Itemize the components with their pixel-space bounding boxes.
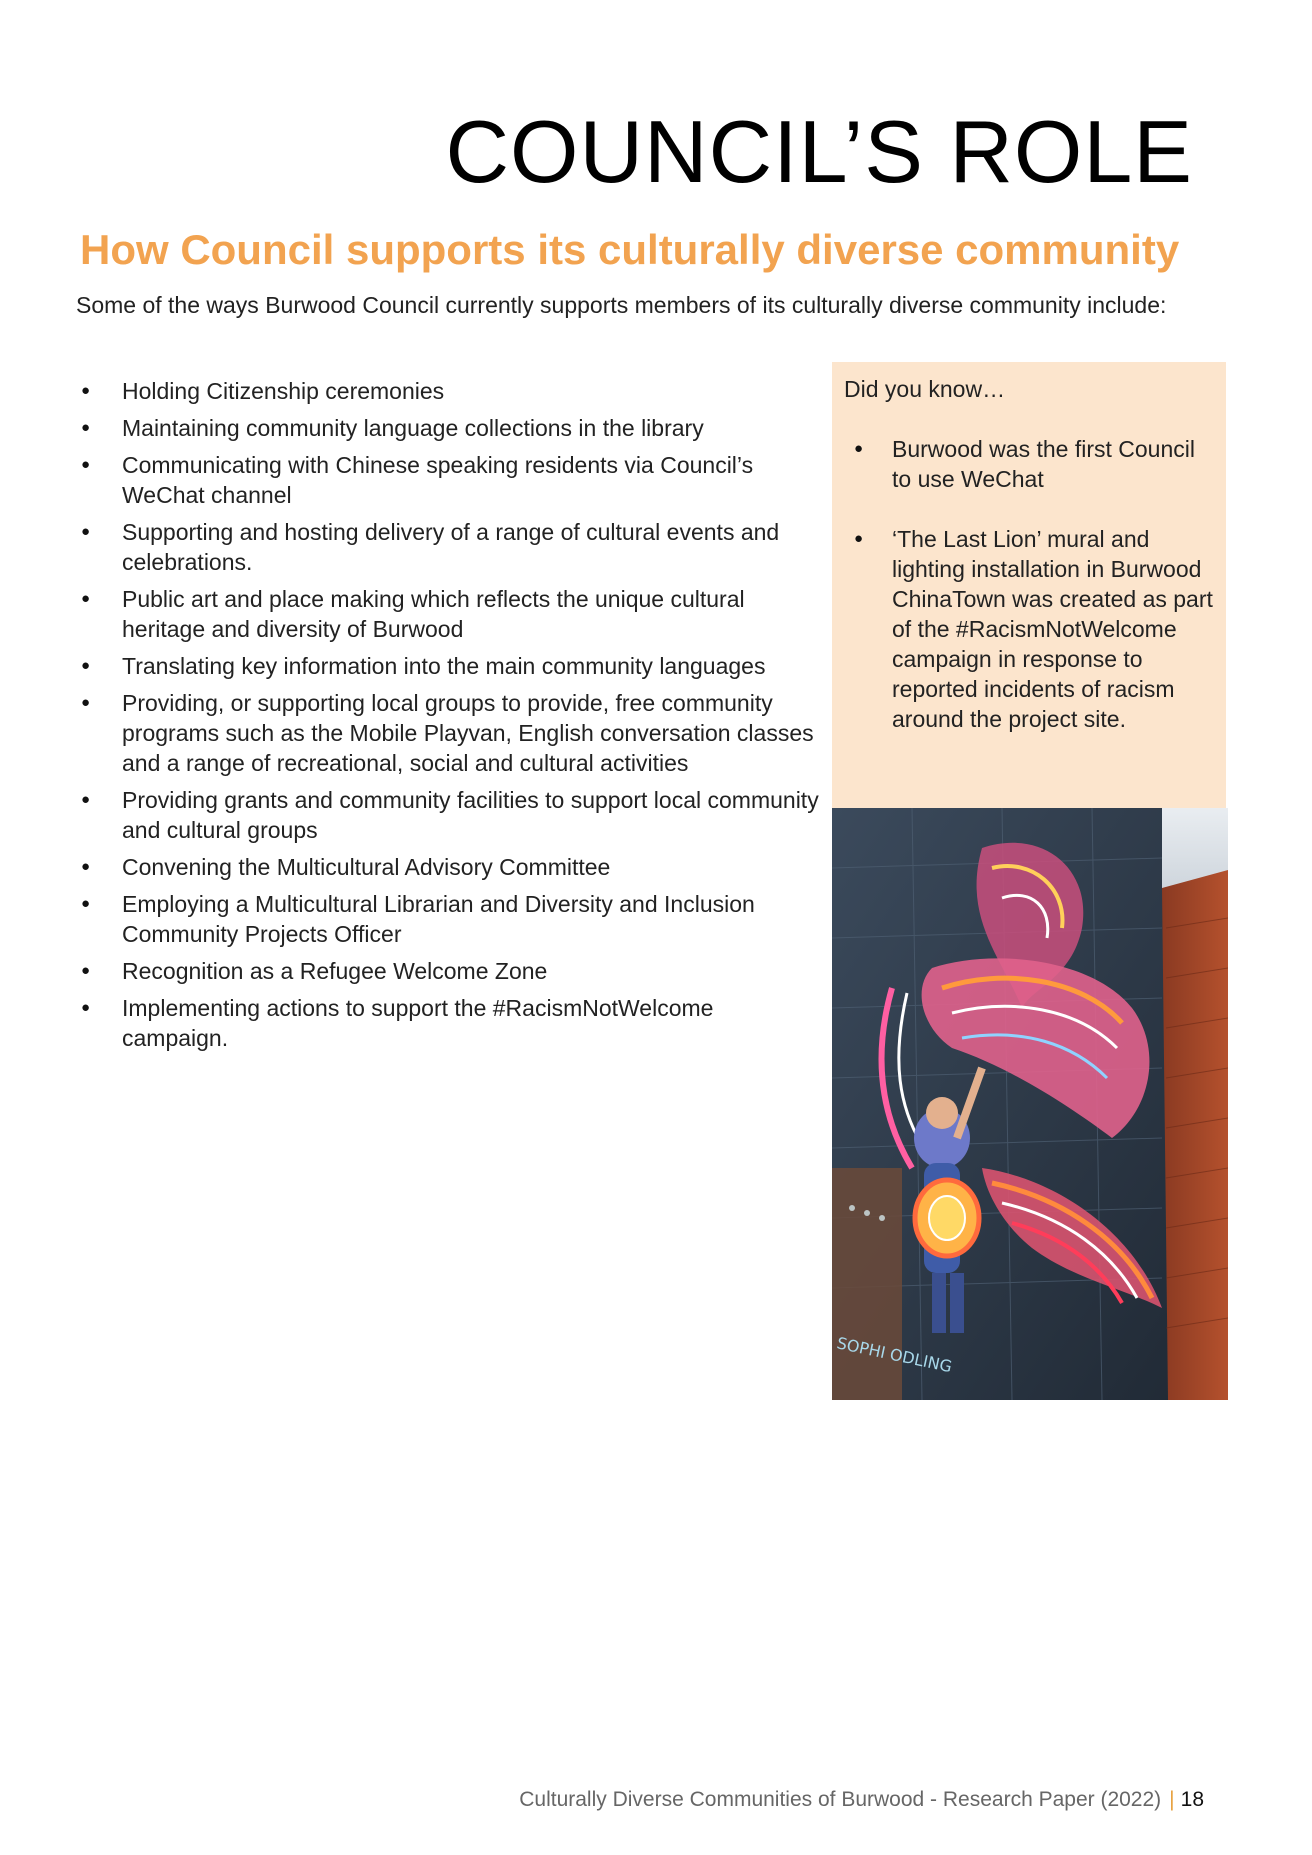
list-item: ● Providing, or supporting local groups to provide, free community programs such as the Mobile Playvan, English conversation classes and a range of recreational, social and cultural activities <box>76 688 821 778</box>
list-item: ● Recognition as a Refugee Welcome Zone <box>76 956 821 986</box>
callout-title: Did you know… <box>844 376 1006 402</box>
footer-separator: | <box>1169 1788 1175 1811</box>
support-list <box>76 376 821 1060</box>
list-item: ● Implementing actions to support the #RacismNotWelcome campaign. <box>76 993 821 1053</box>
callout-fact: ● Burwood was the first Council to use WeChat <box>844 434 1214 494</box>
list-item: ● Holding Citizenship ceremonies <box>76 376 821 406</box>
mural-signature: SOPHI ODLING <box>835 1333 954 1377</box>
section-heading: How Council supports its culturally diverse community <box>80 226 1180 273</box>
list-item: ● Convening the Multicultural Advisory Committee <box>76 852 821 882</box>
list-item: ● Public art and place making which reflects the unique cultural heritage and diversity of Burwood <box>76 584 821 644</box>
list-item: ● Supporting and hosting delivery of a range of cultural events and celebrations. <box>76 517 821 577</box>
list-item: ● Providing grants and community facilities to support local community and cultural groups <box>76 785 821 845</box>
list-item: ● Communicating with Chinese speaking residents via Council’s WeChat channel <box>76 450 821 510</box>
list-item: ● Maintaining community language collections in the library <box>76 413 821 443</box>
footer-text: Culturally Diverse Communities of Burwood - Research Paper (2022) <box>519 1788 1162 1811</box>
callout-list <box>844 434 1214 734</box>
list-item: ● Translating key information into the main community languages <box>76 651 821 681</box>
callout-fact: ● ‘The Last Lion’ mural and lighting installation in Burwood ChinaTown was created as part of the #RacismNotWelcome campaign in response to reported incidents of racism around the project site. <box>844 524 1214 734</box>
page-title: COUNCIL’S ROLE <box>445 102 1193 201</box>
mural-photo <box>832 808 1228 1400</box>
page-number: 18 <box>1180 1788 1204 1811</box>
page-footer <box>519 1788 1204 1812</box>
did-you-know-callout <box>832 362 1226 810</box>
intro-paragraph: Some of the ways Burwood Council currently supports members of its culturally diverse community include: <box>76 292 1167 318</box>
list-item: ● Employing a Multicultural Librarian and Diversity and Inclusion Community Projects Officer <box>76 889 821 949</box>
